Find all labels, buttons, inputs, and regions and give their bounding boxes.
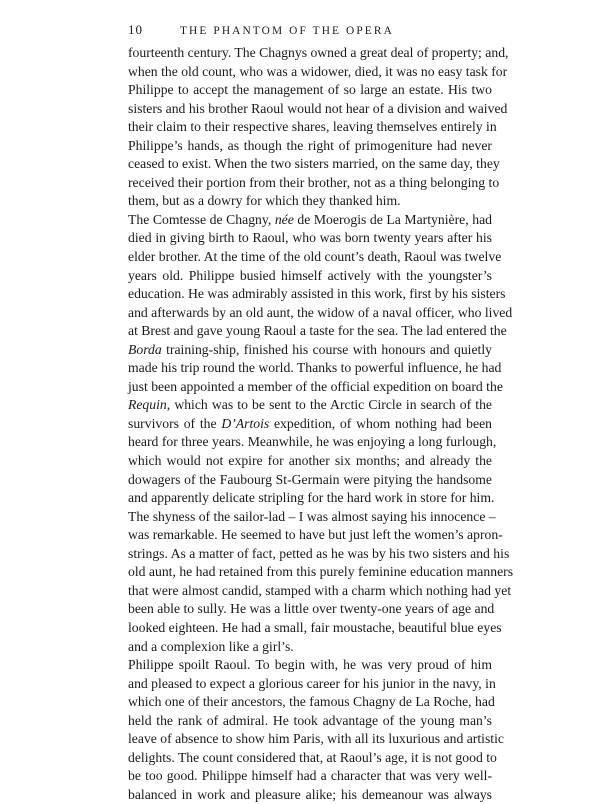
text-line: elder brother. At the time of the old count’s death, Raoul was twelve [128, 249, 502, 265]
text-line: and a complexion like a girl’s. [128, 638, 294, 654]
text-line: was remarkable. He seemed to have but just left the women’s apron- [128, 527, 503, 543]
text-line: dowagers of the Faubourg St-Germain were pitying the handsome [128, 471, 492, 487]
text-line: ceased to exist. When the two sisters married, on the same day, they [128, 156, 500, 172]
text-line: survivors of the D’Artois expedition, of whom nothing had been [128, 415, 492, 431]
paragraph [128, 211, 513, 508]
text-line: just been appointed a member of the official expedition on board the [128, 378, 503, 394]
text-line: that were almost candid, stamped with a charm which nothing had yet [128, 582, 512, 598]
text-line: looked eighteen. He had a small, fair moustache, beautiful blue eyes [128, 619, 502, 635]
text-line: received their portion from their brother, not as a thing belonging to [128, 174, 500, 190]
page-number: 10 [128, 22, 143, 37]
text-line: education. He was admirably assisted in this work, first by his sisters [128, 286, 506, 302]
text-line: heard for three years. Meanwhile, he was enjoying a long furlough, [128, 434, 497, 450]
paragraph [128, 508, 514, 656]
text-line: and pleased to expect a glorious career for his junior in the navy, in [128, 675, 496, 691]
text-line: at Brest and gave young Raoul a taste for the sea. The lad entered the [128, 323, 507, 339]
text-line: Requin, which was to be sent to the Arctic Circle in search of the [128, 397, 492, 413]
text-line: sisters and his brother Raoul would not hear of a division and waived [128, 100, 508, 116]
italic-phrase: née [274, 211, 294, 227]
text-line: Philippe spoilt Raoul. To begin with, he was very proud of him [128, 657, 492, 673]
running-head [128, 22, 492, 40]
text-line: old aunt, he had retained from this purely feminine education manners [128, 564, 514, 580]
text-line: delights. The count considered that, at Raoul’s age, it is not good to [128, 749, 497, 765]
text-line: died in giving birth to Raoul, who was born twenty years after his [128, 230, 492, 246]
book-title: THE PHANTOM OF THE OPERA [180, 25, 394, 37]
text-line: made his trip round the world. Thanks to powerful influence, he had [128, 360, 502, 376]
text-line: fourteenth century. The Chagnys owned a great deal of property; and, [128, 45, 509, 60]
text-line: Borda training-ship, finished his course with honours and quietly [128, 341, 492, 357]
paragraph [128, 44, 509, 211]
text-line: years old. Philippe busied himself actively with the youngster’s [128, 267, 492, 283]
text-line: The shyness of the sailor-lad – I was almost saying his innocence – [128, 508, 496, 524]
text-line: and afterwards by an old aunt, the widow of a naval officer, who lived [128, 304, 513, 320]
text-line: The Comtesse de Chagny, née de Moerogis de La Martynière, had [128, 211, 492, 227]
italic-phrase: Borda [128, 341, 162, 357]
text-line: strings. As a matter of fact, petted as he was by his two sisters and his [128, 545, 510, 561]
text-line: when the old count, who was a widower, died, it was no easy task for [128, 63, 508, 79]
text-line: their claim to their respective shares, leaving themselves entirely in [128, 119, 497, 135]
text-line: be too good. Philippe himself had a character that was very well- [128, 768, 492, 784]
text-line: been able to sully. He was a little over twenty-one years of age and [128, 601, 495, 617]
body-text [128, 44, 514, 804]
text-line: which would not expire for another six months; and already the [128, 453, 492, 469]
text-line: held the rank of admiral. He took advantage of the young man’s [128, 712, 492, 728]
text-line: Philippe’s hands, as though the right of primogeniture had never [128, 137, 492, 153]
text-line: leave of absence to show him Paris, with all its luxurious and artistic [128, 731, 504, 747]
paragraph [128, 656, 504, 804]
text-line: which one of their ancestors, the famous Chagny de La Roche, had [128, 694, 495, 710]
text-line: balanced in work and pleasure alike; his demeanour was always [128, 786, 492, 802]
text-line: them, but as a dowry for which they thanked him. [128, 193, 401, 209]
italic-phrase: D’Artois [221, 415, 270, 431]
italic-phrase: Requin [128, 397, 167, 413]
text-line: and apparently delicate stripling for the hard work in store for him. [128, 490, 495, 506]
book-page [128, 22, 514, 804]
text-line: Philippe to accept the management of so large an estate. His two [128, 82, 492, 98]
